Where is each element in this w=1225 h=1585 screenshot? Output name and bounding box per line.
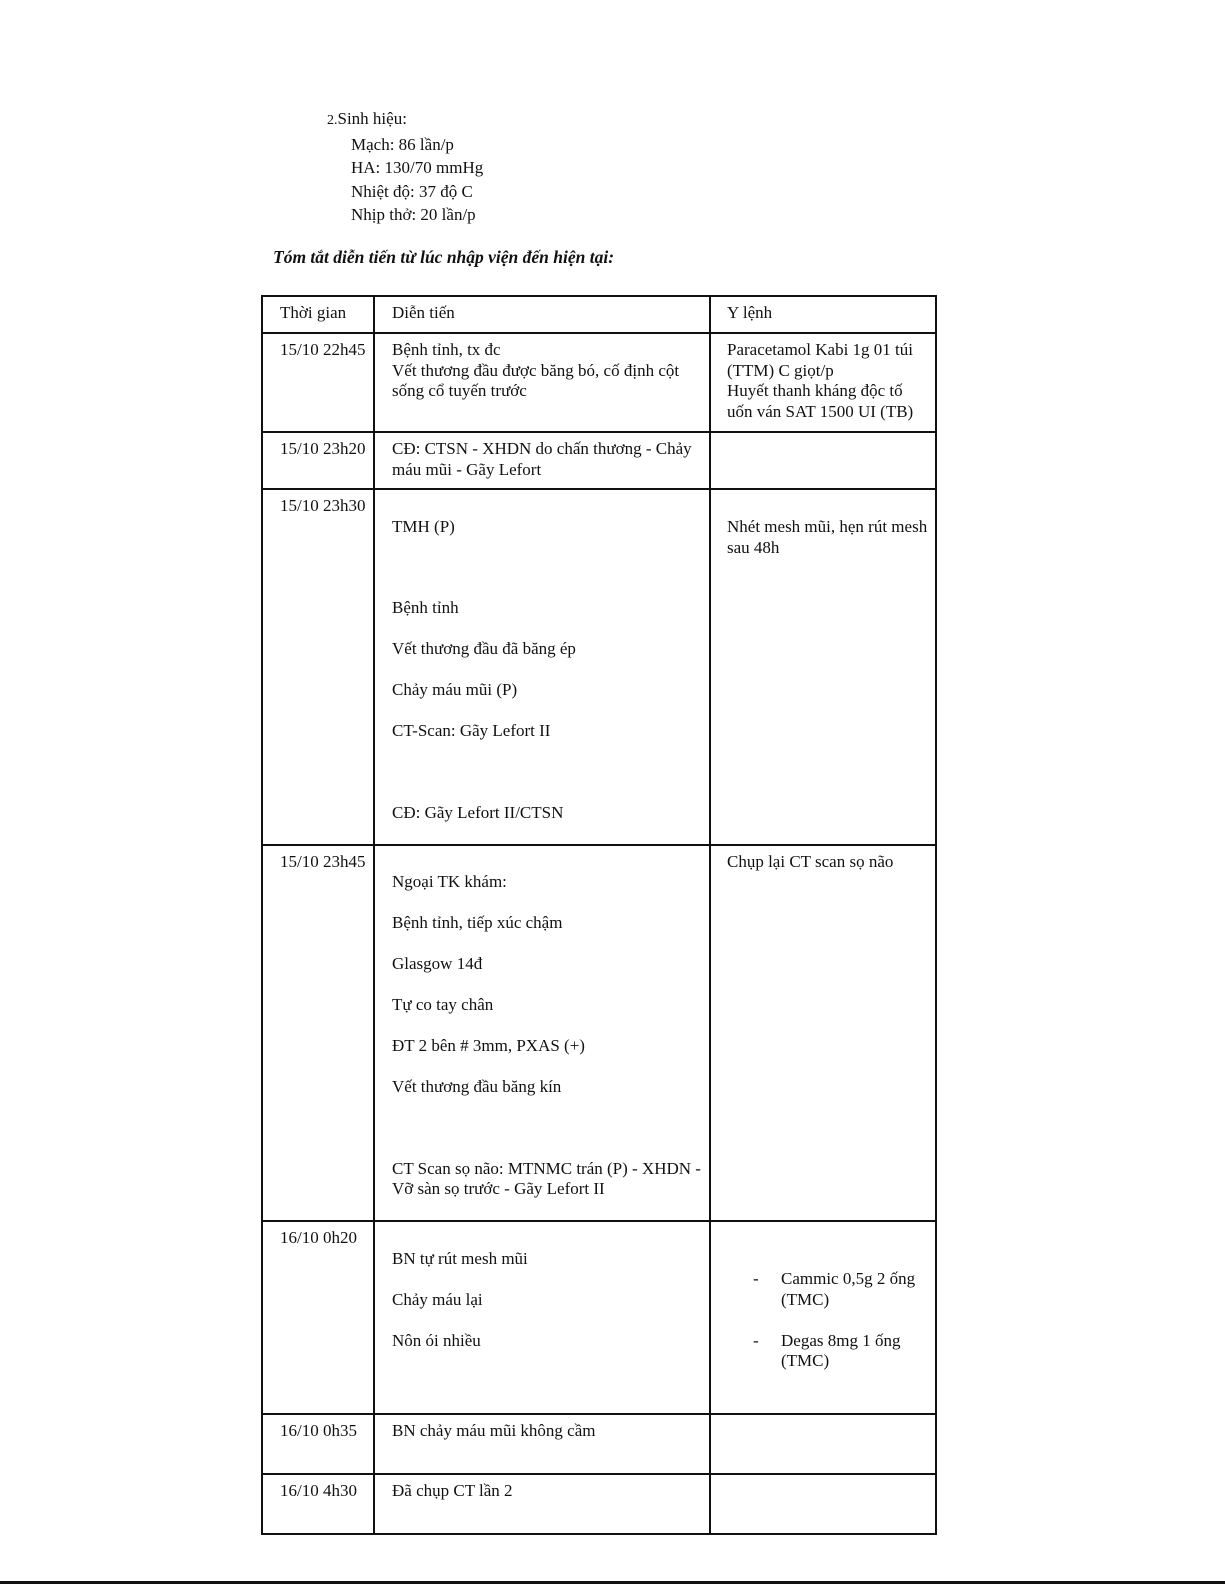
progress-line: TMH (P) — [392, 516, 455, 536]
progress-cell — [374, 333, 710, 432]
order-line: Huyết thanh kháng độc tố uốn ván SAT 1500 UI (TB) — [727, 381, 914, 421]
progress-cell — [374, 1414, 710, 1474]
progress-line: Bệnh tỉnh, tiếp xúc chậm — [392, 913, 563, 932]
progress-line: Đã chụp CT lần 2 — [392, 1480, 513, 1500]
time-cell: 16/10 4h30 — [262, 1474, 374, 1534]
header-order: Y lệnh — [710, 296, 936, 333]
order-item-text: Cammic 0,5g 2 ống (TMC) — [781, 1269, 916, 1309]
table-row — [262, 1221, 936, 1414]
header-time: Thời gian — [262, 296, 374, 333]
progress-line: Glasgow 14đ — [392, 954, 483, 973]
time-cell: 16/10 0h20 — [262, 1221, 374, 1414]
order-item-text: Degas 8mg 1 ống (TMC) — [781, 1330, 901, 1370]
table-row — [262, 489, 936, 845]
progress-cell — [374, 489, 710, 845]
time-cell: 16/10 0h35 — [262, 1414, 374, 1474]
order-cell — [710, 1221, 936, 1414]
order-line: Nhét mesh mũi, hẹn rút mesh sau 48h — [727, 517, 928, 557]
list-item — [727, 1331, 932, 1372]
progress-line: Nôn ói nhiều — [392, 1330, 481, 1350]
progress-line: Vết thương đầu được băng bó, cố định cột sống cổ tuyến trước — [392, 360, 680, 400]
progress-cell — [374, 432, 710, 489]
progress-line: Chảy máu lại — [392, 1289, 483, 1309]
order-bullet-list — [727, 1249, 932, 1393]
order-cell — [710, 1414, 936, 1474]
section-number: 2. — [327, 113, 338, 128]
table-header-row — [262, 296, 936, 333]
progress-cell — [374, 845, 710, 1222]
order-cell — [710, 845, 936, 1222]
progress-line: CT-Scan: Gãy Lefort II — [392, 721, 551, 740]
order-line: Paracetamol Kabi 1g 01 túi (TTM) C giọt/p — [727, 340, 914, 380]
progress-line: CT Scan sọ não: MTNMC trán (P) - XHDN - Vỡ sàn sọ trước - Gãy Lefort II — [392, 1158, 701, 1198]
list-item — [727, 1269, 932, 1310]
progress-cell — [374, 1474, 710, 1534]
progress-line: CĐ: CTSN - XHDN do chấn thương - Chảy máu mũi - Gãy Lefort — [392, 439, 692, 479]
vital-blood-pressure: HA: 130/70 mmHg — [351, 158, 484, 177]
progress-line: Bệnh tỉnh — [392, 598, 459, 617]
vital-signs-section — [327, 107, 483, 227]
progress-line: Bệnh tỉnh, tx đc — [392, 340, 501, 359]
order-cell — [710, 489, 936, 845]
page-bottom-border — [0, 1581, 1225, 1584]
table-row — [262, 1474, 936, 1534]
table-row — [262, 432, 936, 489]
progress-line: ĐT 2 bên # 3mm, PXAS (+) — [392, 1036, 585, 1055]
spacer — [392, 1118, 706, 1138]
spacer — [392, 558, 706, 578]
table-row — [262, 333, 936, 432]
time-cell: 15/10 23h45 — [262, 845, 374, 1222]
time-cell: 15/10 22h45 — [262, 333, 374, 432]
dash-bullet: - — [753, 1330, 759, 1350]
order-cell — [710, 1474, 936, 1534]
progress-line: BN chảy máu mũi không cầm — [392, 1420, 596, 1440]
vital-respiratory-rate: Nhịp thở: 20 lần/p — [351, 205, 476, 224]
dash-bullet: - — [753, 1269, 759, 1288]
spacer — [392, 762, 706, 782]
vital-signs-title: Sinh hiệu: — [337, 109, 407, 128]
progress-line: Ngoại TK khám: — [392, 872, 507, 891]
progress-cell — [374, 1221, 710, 1414]
summary-title: Tóm tắt diễn tiến từ lúc nhập viện đến hiện tại: — [273, 247, 615, 267]
progress-line: Vết thương đầu băng kín — [392, 1077, 562, 1096]
progress-line: BN tự rút mesh mũi — [392, 1248, 528, 1268]
progress-table — [261, 295, 937, 1535]
table-row — [262, 845, 936, 1222]
order-cell — [710, 432, 936, 489]
table-row — [262, 1414, 936, 1474]
progress-line: Tự co tay chân — [392, 995, 494, 1014]
vital-signs-heading — [327, 107, 483, 133]
time-cell: 15/10 23h20 — [262, 432, 374, 489]
progress-line: CĐ: Gãy Lefort II/CTSN — [392, 802, 564, 822]
progress-line: Vết thương đầu đã băng ép — [392, 639, 576, 658]
progress-line: Chảy máu mũi (P) — [392, 680, 518, 699]
order-cell — [710, 333, 936, 432]
header-progress: Diễn tiến — [374, 296, 710, 333]
vital-temperature: Nhiệt độ: 37 độ C — [351, 181, 473, 201]
time-cell: 15/10 23h30 — [262, 489, 374, 845]
vital-pulse: Mạch: 86 lần/p — [351, 134, 454, 154]
order-line: Chụp lại CT scan sọ não — [727, 851, 894, 871]
